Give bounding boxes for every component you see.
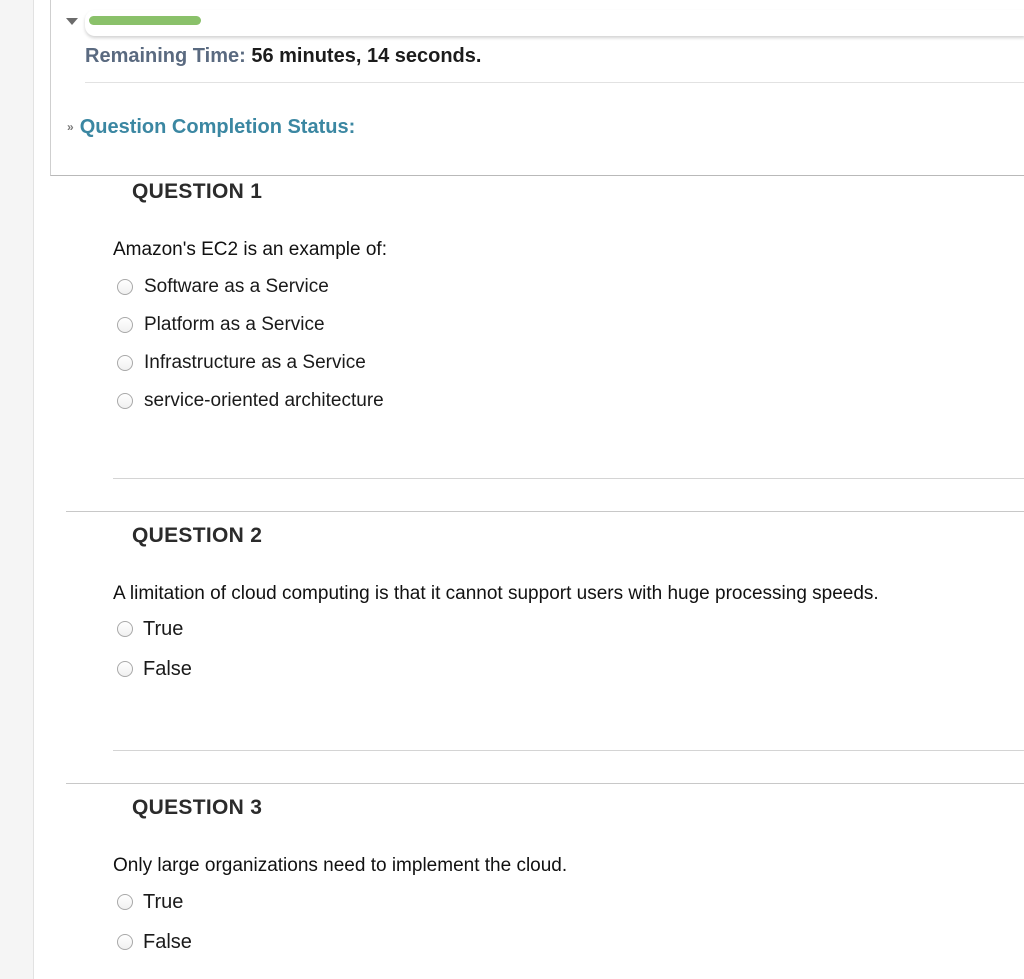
question-1-option-1[interactable] bbox=[117, 276, 329, 298]
question-1-title: QUESTION 1 bbox=[132, 180, 263, 203]
question-1-outer-divider bbox=[66, 511, 1024, 512]
status-divider bbox=[85, 82, 1024, 83]
collapse-caret-icon[interactable] bbox=[66, 18, 78, 25]
option-label: True bbox=[143, 617, 184, 640]
completion-status-label: Question Completion Status: bbox=[79, 116, 356, 138]
question-2-title: QUESTION 2 bbox=[132, 524, 263, 547]
radio-button[interactable] bbox=[117, 894, 133, 910]
radio-button[interactable] bbox=[117, 661, 133, 677]
question-2-text: A limitation of cloud computing is that it cannot support users with huge processing speeds. bbox=[113, 583, 879, 604]
radio-button[interactable] bbox=[117, 317, 133, 333]
option-label: False bbox=[143, 930, 192, 953]
question-3-text: Only large organizations need to implement the cloud. bbox=[113, 855, 568, 876]
option-label: Software as a Service bbox=[144, 276, 329, 297]
progress-fill bbox=[89, 16, 201, 25]
radio-button[interactable] bbox=[117, 355, 133, 371]
status-panel bbox=[50, 0, 1024, 176]
option-label: True bbox=[143, 890, 184, 913]
radio-button[interactable] bbox=[117, 279, 133, 295]
question-1-option-2[interactable] bbox=[117, 314, 325, 336]
progress-bar bbox=[85, 10, 1024, 36]
question-completion-status-toggle[interactable] bbox=[67, 116, 355, 139]
question-3-option-false[interactable] bbox=[117, 931, 192, 953]
radio-button[interactable] bbox=[117, 621, 133, 637]
remaining-time-value: 56 minutes, 14 seconds. bbox=[251, 45, 482, 67]
question-2-option-false[interactable] bbox=[117, 658, 192, 680]
radio-button[interactable] bbox=[117, 393, 133, 409]
option-label: Platform as a Service bbox=[144, 314, 325, 335]
question-1-option-4[interactable] bbox=[117, 390, 384, 412]
question-3-option-true[interactable] bbox=[117, 891, 183, 913]
question-1-text: Amazon's EC2 is an example of: bbox=[113, 239, 387, 260]
remaining-time-label: Remaining Time: bbox=[85, 45, 246, 67]
left-gutter bbox=[0, 0, 34, 979]
question-2-option-true[interactable] bbox=[117, 618, 183, 640]
question-2-inner-divider bbox=[113, 750, 1024, 751]
option-label: Infrastructure as a Service bbox=[144, 352, 366, 373]
question-1-inner-divider bbox=[113, 478, 1024, 479]
question-2-outer-divider bbox=[66, 783, 1024, 784]
radio-button[interactable] bbox=[117, 934, 133, 950]
option-label: False bbox=[143, 657, 192, 680]
option-label: service-oriented architecture bbox=[144, 390, 384, 411]
question-1-option-3[interactable] bbox=[117, 352, 366, 374]
double-chevron-down-icon: » bbox=[67, 120, 74, 134]
remaining-time bbox=[85, 45, 481, 68]
question-3-title: QUESTION 3 bbox=[132, 796, 263, 819]
